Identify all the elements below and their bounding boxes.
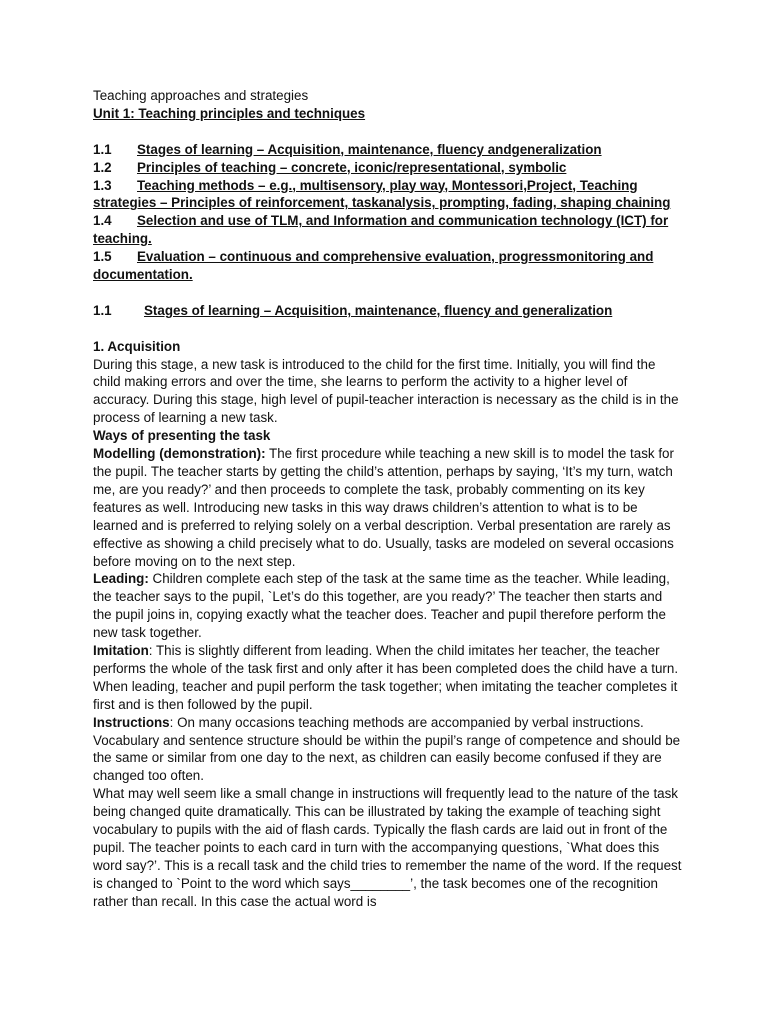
toc-text: Teaching methods – e.g., multisensory, play way, Montessori,Project, Teaching strategies – Principles of reinforcement, taskanalysis, prompting, fading, shaping chaining: [93, 177, 671, 211]
toc-item-1-4: 1.4 Selection and use of TLM, and Information and communication technology (ICT) for teaching.: [93, 213, 669, 247]
leading-paragraph: Leading: Children complete each step of the task at the same time as the teacher. While leading, the teacher says to the pupil, `Let’s do this together, are you ready?’ The teacher then starts and the pupil joins in, copying exactly what the teacher does. Teacher and pupil therefore perform the new task together.: [93, 571, 670, 641]
modelling-label: Modelling (demonstration):: [93, 446, 266, 462]
toc-item-1-1: 1.1 Stages of learning – Acquisition, maintenance, fluency andgeneralization: [93, 141, 602, 157]
flash-card-paragraph: What may well seem like a small change in instructions will frequently lead to the nature of the task being changed quite dramatically. This can be illustrated by taking the example of teaching sight vocabulary to pupils with the aid of flash cards. Typically the flash cards are laid out in front of the pupil. The teacher points to each card in turn with the accompanying questions, `What does this word say?’. This is a recall task and the child tries to remember the name of the word. If the request is changed to `Point to the word which says________’, the task becomes one of the recognition rather than recall. In this case the actual word is: [93, 786, 682, 909]
instructions-paragraph: Instructions: On many occasions teaching methods are accompanied by verbal instructions. Vocabulary and sentence structure should be within the pupil’s range of competence and should be the same or similar from one day to the next, as children can easily become confused if they are changed too often.: [93, 714, 681, 784]
document-title: Teaching approaches and strategies: [93, 88, 309, 103]
imitation-label: Imitation: [93, 643, 149, 659]
toc-text: Stages of learning – Acquisition, maintenance, fluency andgeneralization: [137, 141, 602, 157]
leading-label: Leading:: [93, 571, 149, 587]
acquisition-heading: 1. Acquisition: [93, 338, 181, 354]
imitation-paragraph: Imitation: This is slightly different from leading. When the child imitates her teacher, the teacher performs the whole of the task first and only after it has been completed does the child have a turn. When leading, teacher and pupil perform the task together; when imitating the teacher completes it first and is then followed by the pupil.: [93, 643, 679, 712]
toc-text: Selection and use of TLM, and Information and communication technology (ICT) for teaching.: [93, 213, 669, 247]
toc-item-1-3: 1.3 Teaching methods – e.g., multisensory, play way, Montessori,Project, Teaching strategies – Principles of reinforcement, taskanalysis, prompting, fading, shaping chaining: [93, 177, 671, 211]
document-body: [93, 87, 683, 911]
unit-heading: Unit 1: Teaching principles and techniques: [93, 105, 366, 121]
toc-item-1-5: 1.5 Evaluation – continuous and comprehensive evaluation, progressmonitoring and documentation.: [93, 249, 654, 283]
toc-text: Principles of teaching – concrete, iconic/representational, symbolic: [137, 159, 567, 175]
toc-text: Evaluation – continuous and comprehensive evaluation, progressmonitoring and documentation.: [93, 249, 654, 283]
ways-heading: Ways of presenting the task: [93, 428, 271, 444]
section-heading: 1.1 Stages of learning – Acquisition, maintenance, fluency and generalization: [93, 302, 613, 318]
modelling-paragraph: Modelling (demonstration): The first procedure while teaching a new skill is to model the task for the pupil. The teacher starts by getting the child’s attention, perhaps by saying, ‘It’s my turn, watch me, are you ready?’ and then proceeds to complete the task, probably commenting on its key features as well. Introducing new tasks in this way draws children’s attention to what is to be learned and is preferred to relying solely on a verbal description. Verbal presentation are rarely as effective as showing a child precisely what to do. Usually, tasks are modeled on several occasions before moving on to the next step.: [93, 446, 674, 569]
toc-item-1-2: 1.2 Principles of teaching – concrete, iconic/representational, symbolic: [93, 159, 567, 175]
acquisition-paragraph: During this stage, a new task is introduced to the child for the first time. Initially, you will find the child making errors and over the time, she learns to perform the activity to a higher level of accuracy. During this stage, high level of pupil-teacher interaction is necessary as the child is in the process of learning a new task.: [93, 356, 679, 426]
instructions-label: Instructions: [93, 714, 170, 730]
